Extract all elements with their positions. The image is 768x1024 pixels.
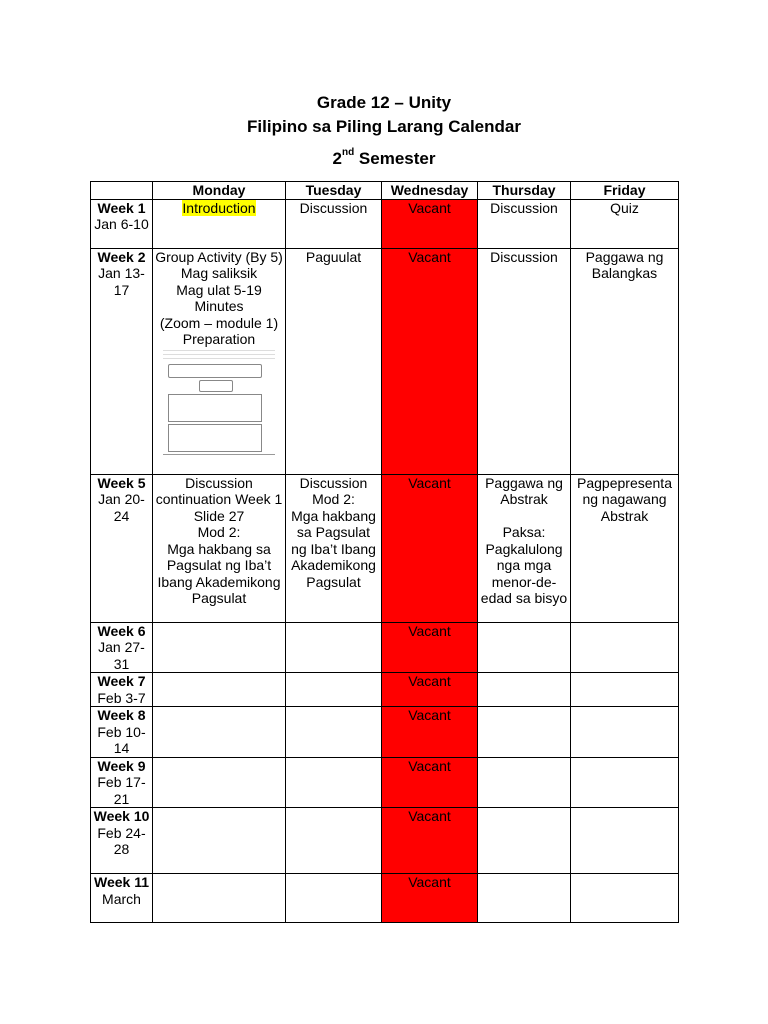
cell-text: Group Activity (By 5) Mag saliksik Mag ulat 5-19 Minutes (Zoom – module 1) Preparation (155, 248, 283, 347)
cell-text: Vacant (408, 808, 451, 824)
semester-number: 2 (332, 149, 342, 168)
cell-text: Paggawa ng Abstrak Paksa: Pagkalulong nga mga menor-de-edad sa bisyo (480, 474, 568, 606)
cell-text: Pagpepresenta ng nagawang Abstrak (577, 474, 672, 524)
col-header-thursday: Thursday (478, 182, 571, 200)
cell-text: Vacant (408, 673, 451, 689)
cell-tue (286, 874, 382, 923)
cell-text: Vacant (408, 874, 451, 890)
week-label: Week 2 (97, 248, 146, 265)
cell-wed (382, 622, 478, 673)
week-dates: Feb 17-21 (97, 774, 146, 807)
week-label: Week 7 (97, 673, 146, 689)
table-row (91, 199, 679, 248)
cell-text: Introduction (182, 199, 256, 216)
cell-tue (286, 757, 382, 808)
col-header-friday: Friday (571, 182, 679, 200)
cell-wed (382, 707, 478, 758)
cell-thu (478, 808, 571, 874)
cell-text: Vacant (408, 707, 451, 723)
week-label: Week 10 (93, 808, 150, 824)
cell-text: Paggawa ng Balangkas (585, 248, 664, 281)
semester-heading (0, 149, 768, 169)
cell-text: Discussion (299, 199, 368, 216)
cell-thu (478, 622, 571, 673)
cell-tue (286, 808, 382, 874)
cell-fri (571, 622, 679, 673)
week-cell (91, 673, 153, 707)
cell-text: Vacant (408, 622, 451, 639)
cell-wed (382, 474, 478, 622)
week-dates: Feb 3-7 (97, 689, 146, 706)
week-cell (91, 757, 153, 808)
cell-fri (571, 248, 679, 474)
cell-mon (153, 248, 286, 474)
week-cell (91, 874, 153, 923)
cell-fri (571, 474, 679, 622)
doc-subtitle: Filipino sa Piling Larang Calendar (247, 117, 521, 136)
cell-thu (478, 248, 571, 474)
week-cell (91, 199, 153, 248)
cell-wed (382, 757, 478, 808)
col-header-wednesday: Wednesday (382, 182, 478, 200)
table-row (91, 248, 679, 474)
cell-fri (571, 707, 679, 758)
table-row (91, 673, 679, 707)
cell-fri (571, 673, 679, 707)
week-dates: March (102, 890, 141, 907)
cell-text: Vacant (408, 199, 451, 216)
cell-tue (286, 673, 382, 707)
cell-wed (382, 673, 478, 707)
cell-mon (153, 199, 286, 248)
cell-fri (571, 874, 679, 923)
doc-title: Grade 12 – Unity (316, 93, 452, 112)
header-row (91, 182, 679, 200)
cell-text: Quiz (610, 199, 639, 216)
table-row (91, 622, 679, 673)
week-label: Week 1 (97, 199, 146, 216)
cell-tue (286, 199, 382, 248)
col-header-monday: Monday (153, 182, 286, 200)
table-row (91, 874, 679, 923)
cell-thu (478, 199, 571, 248)
week-cell (91, 707, 153, 758)
week-label: Week 11 (93, 874, 149, 890)
cell-thu (478, 673, 571, 707)
week-dates: Feb 10-14 (97, 723, 146, 756)
col-header-week (91, 182, 153, 200)
col-header-tuesday: Tuesday (286, 182, 382, 200)
cell-text: Vacant (408, 474, 451, 491)
cell-mon (153, 474, 286, 622)
cell-mon (153, 757, 286, 808)
cell-tue (286, 622, 382, 673)
calendar-table (90, 181, 679, 923)
cell-thu (478, 874, 571, 923)
cell-text: Vacant (408, 248, 451, 265)
cell-wed (382, 248, 478, 474)
cell-wed (382, 874, 478, 923)
cell-thu (478, 707, 571, 758)
week-dates: Jan 20-24 (98, 491, 145, 524)
table-row (91, 707, 679, 758)
week-cell (91, 808, 153, 874)
cell-wed (382, 808, 478, 874)
cell-wed (382, 199, 478, 248)
cell-text: Discussion (490, 248, 558, 265)
week-dates: Feb 24-28 (97, 824, 146, 857)
week-dates: Jan 6-10 (94, 216, 149, 232)
cell-tue (286, 248, 382, 474)
week-label: Week 9 (97, 757, 146, 774)
week-dates: Jan 13-17 (98, 265, 145, 298)
cell-mon (153, 874, 286, 923)
cell-text: Discussion Mod 2: Mga hakbang sa Pagsulat ng Iba’t Ibang Akademikong Pagsulat (291, 474, 376, 590)
week-cell (91, 248, 153, 474)
cell-fri (571, 757, 679, 808)
week-label: Week 6 (97, 622, 146, 639)
cell-fri (571, 199, 679, 248)
cell-mon (153, 808, 286, 874)
table-row (91, 474, 679, 622)
cell-text: Paguulat (305, 248, 362, 265)
cell-thu (478, 757, 571, 808)
cell-text: Vacant (408, 757, 451, 774)
week-label: Week 8 (97, 707, 146, 723)
cell-text: Discussion (490, 199, 558, 216)
week-dates: Jan 27-31 (98, 639, 145, 672)
semester-ordinal: nd (341, 147, 355, 159)
cell-mon (153, 622, 286, 673)
cell-text: Discussion continuation Week 1 Slide 27 Mod 2: Mga hakbang sa Pagsulat ng Iba’t Ibang Akademikong Pagsulat (155, 474, 283, 606)
week-cell (91, 474, 153, 622)
semester-word: Semester (358, 149, 436, 168)
table-row (91, 808, 679, 874)
cell-fri (571, 808, 679, 874)
week-cell (91, 622, 153, 673)
cell-thu (478, 474, 571, 622)
cell-mon (153, 673, 286, 707)
table-row (91, 757, 679, 808)
embedded-screenshot-thumbnail (163, 350, 275, 455)
week-label: Week 5 (97, 474, 146, 491)
cell-tue (286, 474, 382, 622)
cell-tue (286, 707, 382, 758)
cell-mon (153, 707, 286, 758)
